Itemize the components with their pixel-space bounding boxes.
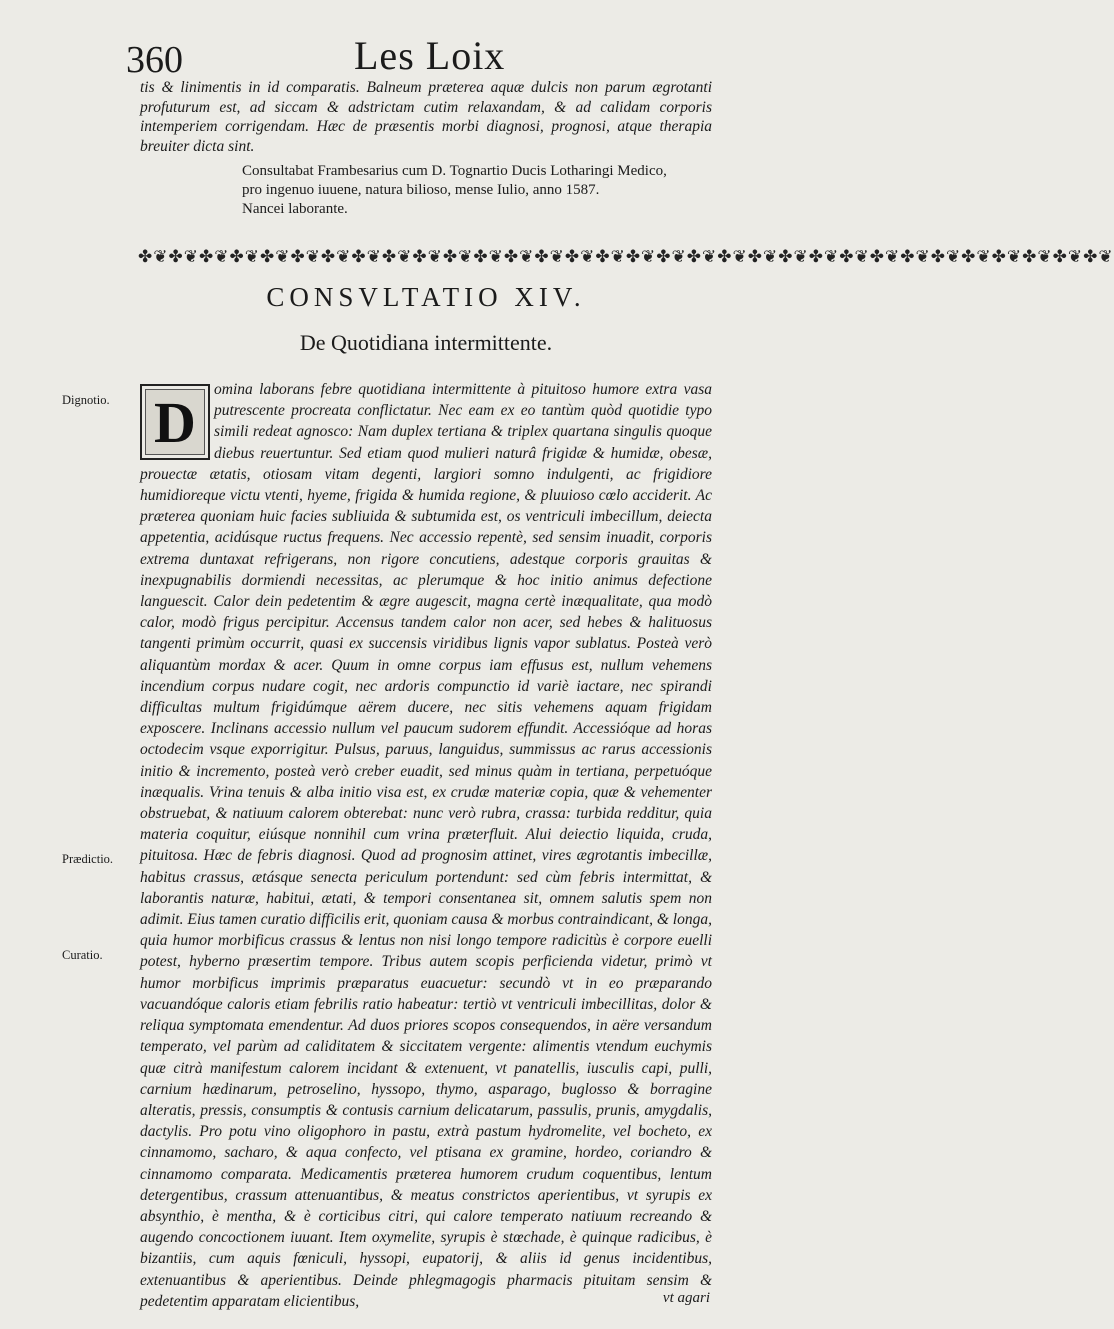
section-heading: CONSVLTATIO XIV.	[266, 282, 586, 312]
catchword: vt agari	[662, 1290, 710, 1306]
ornamental-divider: ✤❦✤❦✤❦✤❦✤❦✤❦✤❦✤❦✤❦✤❦✤❦✤❦✤❦✤❦✤❦✤❦✤❦✤❦✤❦✤❦✤❦✤❦✤❦✤❦✤❦✤❦✤❦✤❦✤❦✤❦✤❦✤❦	[138, 247, 1114, 266]
margin-note-cure: Curatio.	[62, 948, 103, 962]
attribution-line: Nancei laborante.	[242, 201, 348, 217]
running-title: Les Loix	[354, 33, 506, 78]
margin-note-prognosis: Prædictio.	[62, 852, 114, 866]
decorated-initial: D	[140, 384, 210, 460]
consultation-attribution	[242, 162, 712, 219]
attribution-line: pro ingenuo iuuene, natura bilioso, mense Iulio, anno 1587.	[242, 182, 600, 198]
margin-note-diagnosis: Dignotio.	[62, 393, 110, 407]
consultation-body	[140, 379, 712, 1312]
previous-consultation-text: tis & linimentis in id comparatis. Balneum præterea aquæ dulcis non parum ægrotanti profuturum est, ad siccam & adstrictam cutim relaxandam, & ad calidam corporis intemperiem corrigendam. Hæc de præsentis morbi diagnosi, prognosi, atque therapia breuiter dicta sint.	[140, 79, 712, 155]
section-subtitle: De Quotidiana intermittente.	[299, 330, 553, 355]
attribution-line: Consultabat Frambesarius cum D. Tognartio Ducis Lotharingi Medico,	[242, 163, 667, 179]
body-text: omina laborans febre quotidiana intermittente à pituitoso humore extra vasa putrescente procreata conflictatur. Nec eam ex eo tantùm quòd quotidie typo simili redeat agnosco: Nam duplex tertiana & triplex quartana singulis quoque diebus reuertuntur. Sed etiam quod mulieri naturâ frigidæ & humidæ, obesæ, prouectæ ætatis, otiosam vitam degenti, largiori somno indulgenti, ac frigidiore humidioreque victu vtenti, hyeme, frigida & humida regione, & pluuioso cœlo acciderit. Ac præterea quoniam huic facies subliuida & subtumida est, os ventriculi imbecillum, deiecta appetentia, acidúsque ructus frequens. Nec accessio repentè, sed sensim inuadit, corporis extrema duntaxat refrigerans, non rigore concutiens, adestque corporis grauitas & inexpugnabilis dormiendi necessitas, ac plerumque & hoc initio animus defectione languescit. Calor dein pedetentim & ægre augescit, magna certè inæqualitate, qua modò calor, modò frigus percipitur. Accensus tandem calor non acer, sed hebes & halituosus tangenti primùm occurrit, quasi ex succensis viridibus lignis vapor sublatus. Posteà verò aliquantùm mordax & acer. Quum in omne corpus iam effusus est, nullum vehemens incendium corpus nudare cogit, nec ardoris compunctio id variè iactare, nec spirandi difficultas multum frigidúmque aërem ducere, nec sitis vehemens aquam frigidam exposcere. Inclinans accessio nullum vel paucum sudorem effundit. Accessióque ad horas octodecim vsque exporrigitur. Pulsus, paruus, languidus, summissus ac rarus accessionis initio & incremento, posteà verò creber euadit, sed minus quàm in tertiana, perpetuóque inæqualis. Vrina tenuis & alba initio visa est, ex crudæ materiæ copia, quæ & vehementer obstruebat, & natiuum calorem obterebat: nunc verò rubra, crassa: turbida redditur, quia materia coquitur, eiúsque nonnihil cum vrina præterfluit. Alui deiectio liquida, cruda, pituitosa. Hæc de febris diagnosi. Quod ad prognosim attinet, vires ægrotantis imbecillæ, habitus crassus, ætásque senecta periculum portendunt: sed cùm febris intermittat, & laborantis naturæ, habitui, ætati, & tempori consentanea sit, omnem salutis spem non adimit. Eius tamen curatio difficilis erit, quoniam causa & morbus contraindicant, & longa, quia humor morbificus crassus & lentus non nisi longo tempore radicitùs è corpore euelli potest, hyberno præsertim tempore. Tribus autem scopis perficienda videtur, primò vt humor morbificus imprimis præparatus euacuetur: secundò vt in eo præparando vacuandóque caloris etiam febrilis ratio habeatur: tertiò vt ventriculi imbecillitas, dolor & reliqua symptomata emendentur. Ad duos priores scopos consequendos, in aëre versandum temperato, vel parùm ad caliditatem & siccitatem vergente: alimentis vtendum euchymis quæ citrà manifestum calorem incidant & extenuent, vt panatellis, iusculis capi, pulli, carnium hædinarum, petroselino, hyssopo, thymo, asparago, buglosso & borragine alteratis, pressis, consumptis & contusis carnium delicatarum, passulis, prunis, amygdalis, dactylis. Pro potu vino oligophoro in pastu, extrà pastum hydromelite, vel bocheto, ex cinnamomo, sacharo, & aqua confecto, vel ptisana ex gramine, hordeo, coriandro & cinnamomo comparata. Medicamentis præterea humorem crudum coquentibus, lentum detergentibus, crassum attenuantibus, & meatus constrictos aperientibus, vt syrupis ex absynthio, è mentha, & è corticibus citri, qui calore temperato natiuum recreando & augendo concoctionem iuuant. Item oxymelite, syrupis è stœchade, è quinque radicibus, è bizantiis, cum aquis fœniculi, hyssopi, eupatorij, & aliis id genus incidentibus, extenuantibus & aperientibus. Deinde phlegmagogis pharmacis pituitam sensim & pedetentim apparatam elicientibus,	[140, 381, 712, 1310]
page-number: 360	[126, 39, 183, 81]
